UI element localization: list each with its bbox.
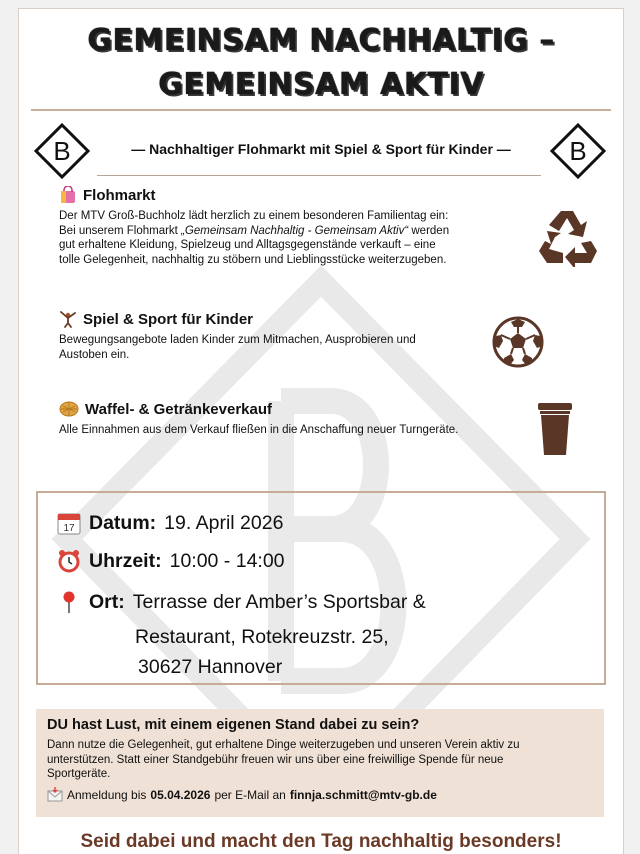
waffle-icon <box>59 400 79 418</box>
title-line-1: GEMEINSAM NACHHALTIG – <box>87 23 555 58</box>
calendar-day: 17 <box>63 523 75 534</box>
signup-line-3: Sportgeräte. <box>47 768 111 780</box>
logo-letter-right: B <box>569 136 587 166</box>
calendar-icon <box>57 511 81 535</box>
event-time-label: Uhrzeit: <box>89 549 162 572</box>
signup-reg-pre: Anmeldung bis <box>67 788 147 802</box>
section-flohmarkt-heading <box>59 186 156 204</box>
alarm-clock-icon <box>57 549 81 573</box>
section-waffle-title: Waffel- & Getränkeverkauf <box>85 400 273 418</box>
event-place-row <box>57 590 426 614</box>
flohmarkt-line-2-pre: Bei unserem Flohmarkt <box>59 224 182 237</box>
signup-line-1: Dann nutze die Gelegenheit, gut erhaltene Dinge weiterzugeben und unseren Verein aktiv zu <box>47 739 520 751</box>
flohmarkt-line-2-post: werden <box>408 224 450 237</box>
subtitle-divider <box>97 175 541 176</box>
flohmarkt-line-1: Der MTV Groß-Buchholz lädt herzlich zu einem besonderen Familientag ein: <box>59 210 449 222</box>
flohmarkt-line-2 <box>59 224 529 239</box>
event-date-label: Datum: <box>89 511 157 534</box>
signup-text <box>47 738 603 782</box>
club-logo-left-icon <box>34 123 90 179</box>
section-flohmarkt-text <box>59 209 529 267</box>
signup-reg-mid: per E-Mail an <box>214 788 286 802</box>
signup-registration <box>47 787 437 803</box>
footer-slogan: Seid dabei und macht den Tag nachhaltig besonders! <box>80 831 562 852</box>
event-date-value: 19. April 2026 <box>164 511 284 534</box>
section-sport-heading <box>59 310 253 328</box>
section-flohmarkt-title: Flohmarkt <box>83 186 156 204</box>
subtitle: — Nachhaltiger Flohmarkt mit Spiel & Sport für Kinder — <box>131 141 511 157</box>
coffee-cup-icon <box>537 401 573 457</box>
flyer-page <box>18 8 624 854</box>
section-sport-title: Spiel & Sport für Kinder <box>83 310 254 328</box>
signup-email-link[interactable]: finnja.schmitt@mtv-gb.de <box>289 788 437 802</box>
signup-line-2: unterstützen. Statt einer Standgebühr freuen wir uns über eine freiwillige Spende für neue <box>47 753 504 766</box>
logo-letter-left: B <box>53 136 71 166</box>
section-waffle-text <box>59 423 539 438</box>
sport-line-2: Austoben ein. <box>59 348 130 361</box>
event-place-line-1: Terrasse der Amber’s Sportsbar & <box>132 590 426 613</box>
envelope-icon <box>47 787 63 803</box>
event-place-label: Ort: <box>89 590 125 613</box>
event-time-row <box>57 549 285 573</box>
event-place-line-2: Restaurant, Rotekreuzstr. 25, <box>135 626 389 648</box>
section-sport-text <box>59 333 499 362</box>
event-date-row <box>57 511 283 535</box>
club-logo-right-icon <box>550 123 606 179</box>
recycle-icon <box>535 207 599 267</box>
flohmarkt-line-3: gut erhaltene Kleidung, Spielzeug und Alltagsgegenstände verkauft – eine <box>59 239 436 251</box>
sport-line-1: Bewegungsangebote laden Kinder zum Mitmachen, Ausprobieren und <box>59 334 416 346</box>
title-line-2: GEMEINSAM AKTIV <box>158 67 484 102</box>
soccer-ball-icon <box>492 316 544 368</box>
gymnast-icon <box>59 310 77 328</box>
flohmarkt-event-name: „Gemeinsam Nachhaltig - Gemeinsam Aktiv“ <box>181 224 409 237</box>
shopping-bag-icon <box>59 186 77 204</box>
signup-heading: DU hast Lust, mit einem eigenen Stand dabei zu sein? <box>47 717 420 733</box>
flohmarkt-line-4: tolle Gelegenheit, nachhaltig zu stöbern und Lieblingsstücke weiterzugeben. <box>59 253 447 266</box>
event-time-value: 10:00 - 14:00 <box>169 549 285 572</box>
waffle-line-1: Alle Einnahmen aus dem Verkauf fließen in die Anschaffung neuer Turngeräte. <box>59 424 459 436</box>
location-pin-icon <box>57 590 81 614</box>
signup-deadline: 05.04.2026 <box>150 788 211 802</box>
top-divider <box>31 109 611 111</box>
event-place-line-3: 30627 Hannover <box>138 656 283 678</box>
section-waffle-heading <box>59 400 272 418</box>
